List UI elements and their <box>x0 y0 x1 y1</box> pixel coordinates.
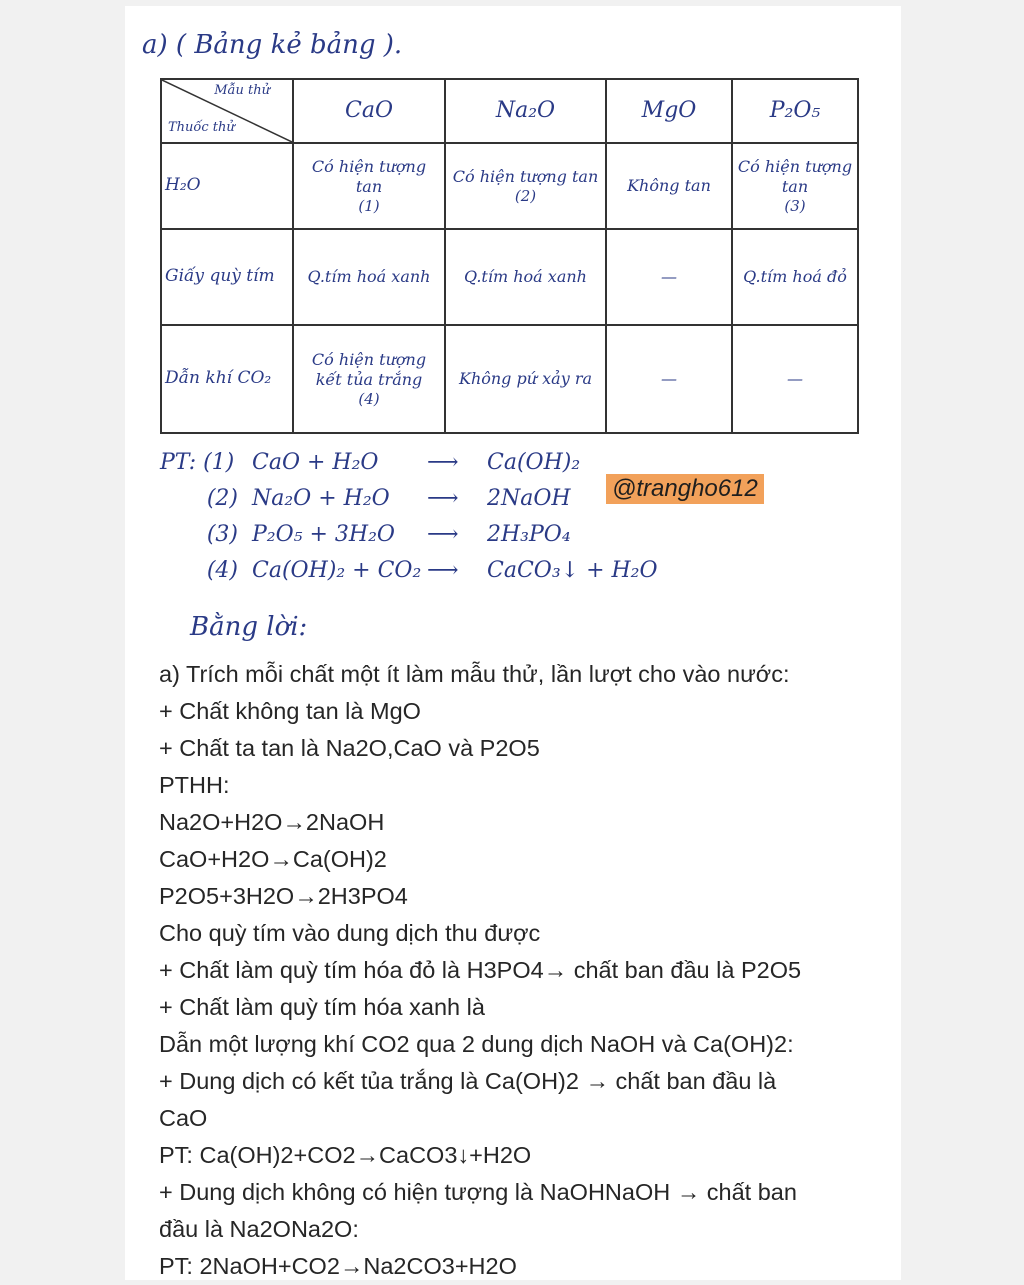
answer-line: a) Trích mỗi chất một ít làm mẫu thử, lần lượt cho vào nước: <box>159 661 790 687</box>
handwritten-answer-label: Bằng lời: <box>190 612 308 642</box>
column-header: MgO <box>606 79 732 143</box>
column-header: CaO <box>293 79 445 143</box>
answer-line: + Chất ta tan là Na2O,CaO và P2O5 <box>159 735 540 761</box>
cell-text: — <box>661 267 677 286</box>
cell-text: Có hiện tượng tan <box>452 166 599 186</box>
cell-text: Không pứ xảy ra <box>458 369 593 388</box>
answer-line: Cho quỳ tím vào dung dịch thu được <box>159 920 541 946</box>
table-cell <box>445 229 606 325</box>
table-cell <box>606 229 732 325</box>
equation-label: PT: (1) <box>160 450 235 475</box>
reagent-table <box>160 78 859 434</box>
cell-text: Không tan <box>627 176 711 195</box>
cell-text: — <box>661 369 677 388</box>
table-cell <box>732 325 858 433</box>
table-cell <box>732 229 858 325</box>
author-watermark: @trangho612 <box>606 474 764 504</box>
equation-label: (3) <box>206 522 238 547</box>
column-header: P₂O₅ <box>732 79 858 143</box>
corner-reagent-label: Thuốc thử <box>168 119 235 135</box>
cell-text: Có hiện tượng kết tủa trắng <box>311 349 427 389</box>
table-row <box>161 143 858 229</box>
answer-line: + Dung dịch có kết tủa trắng là Ca(OH)2 → chất ban đầu là <box>159 1068 777 1094</box>
corner-sample-label: Mẫu thử <box>214 83 270 98</box>
arrow-icon: ⟶ <box>427 558 459 583</box>
equation-products: Ca(OH)₂ <box>487 450 581 475</box>
answer-line: Na2O+H2O→2NaOH <box>159 809 385 835</box>
answer-line: Dẫn một lượng khí CO2 qua 2 dung dịch NaOH và Ca(OH)2: <box>159 1031 794 1057</box>
table-cell <box>732 143 858 229</box>
cell-note: (2) <box>514 186 537 205</box>
cell-text: Có hiện tượng tan <box>311 156 427 196</box>
answer-line: PT: 2NaOH+CO2→Na2CO3+H2O <box>159 1253 517 1279</box>
column-header: Na₂O <box>445 79 606 143</box>
table-header-row <box>161 79 858 143</box>
answer-line: + Chất làm quỳ tím hóa đỏ là H3PO4→ chất ban đầu là P2O5 <box>159 957 802 983</box>
arrow-icon: ⟶ <box>427 450 459 475</box>
table-cell <box>445 143 606 229</box>
equation <box>160 558 760 594</box>
cell-text: Có hiện tượng tan <box>737 156 853 196</box>
answer-line: CaO <box>159 1105 208 1131</box>
cell-text: Q.tím hoá đỏ <box>743 267 847 286</box>
arrow-icon: ⟶ <box>427 486 459 511</box>
cell-note: (1) <box>358 196 380 215</box>
table-cell <box>445 325 606 433</box>
arrow-icon: ⟶ <box>427 522 459 547</box>
table-corner-cell <box>161 79 293 143</box>
answer-line: PT: Ca(OH)2+CO2→CaCO3↓+H2O <box>159 1142 532 1168</box>
answer-line: + Chất không tan là MgO <box>159 698 421 724</box>
row-reagent: Dẫn khí CO₂ <box>161 325 293 433</box>
answer-text <box>159 656 879 1285</box>
equation-label: (4) <box>206 558 238 583</box>
table-cell <box>293 143 445 229</box>
table-cell <box>293 229 445 325</box>
answer-line: + Dung dịch không có hiện tượng là NaOHNaOH → chất ban <box>159 1179 797 1205</box>
handwritten-title: a) ( Bảng kẻ bảng ). <box>142 30 403 60</box>
table-row <box>161 325 858 433</box>
equation-reactants: Na₂O + H₂O <box>252 486 390 511</box>
row-reagent: Giấy quỳ tím <box>161 229 293 325</box>
cell-text: Q.tím hoá xanh <box>307 267 431 286</box>
table-row <box>161 229 858 325</box>
equation-reactants: Ca(OH)₂ + CO₂ <box>252 558 422 583</box>
equation-reactants: CaO + H₂O <box>252 450 379 475</box>
table-cell <box>606 143 732 229</box>
row-reagent: H₂O <box>161 143 293 229</box>
equation <box>160 522 760 558</box>
table-cell <box>606 325 732 433</box>
answer-line: P2O5+3H2O→2H3PO4 <box>159 883 408 909</box>
handwritten-equations <box>160 450 760 594</box>
table-cell <box>293 325 445 433</box>
equation-reactants: P₂O₅ + 3H₂O <box>252 522 395 547</box>
cell-text: Q.tím hoá xanh <box>464 267 587 286</box>
answer-line: đầu là Na2ONa2O: <box>159 1216 359 1242</box>
equation-products: 2H₃PO₄ <box>487 522 571 547</box>
answer-line: + Chất làm quỳ tím hóa xanh là <box>159 994 485 1020</box>
answer-line: PTHH: <box>159 772 230 798</box>
answer-line: CaO+H2O→Ca(OH)2 <box>159 846 387 872</box>
cell-text: — <box>787 369 803 388</box>
cell-note: (3) <box>784 196 806 215</box>
cell-note: (4) <box>358 389 380 408</box>
equation-products: CaCO₃↓ + H₂O <box>487 558 658 583</box>
equation-label: (2) <box>206 486 238 511</box>
equation-products: 2NaOH <box>487 486 571 511</box>
